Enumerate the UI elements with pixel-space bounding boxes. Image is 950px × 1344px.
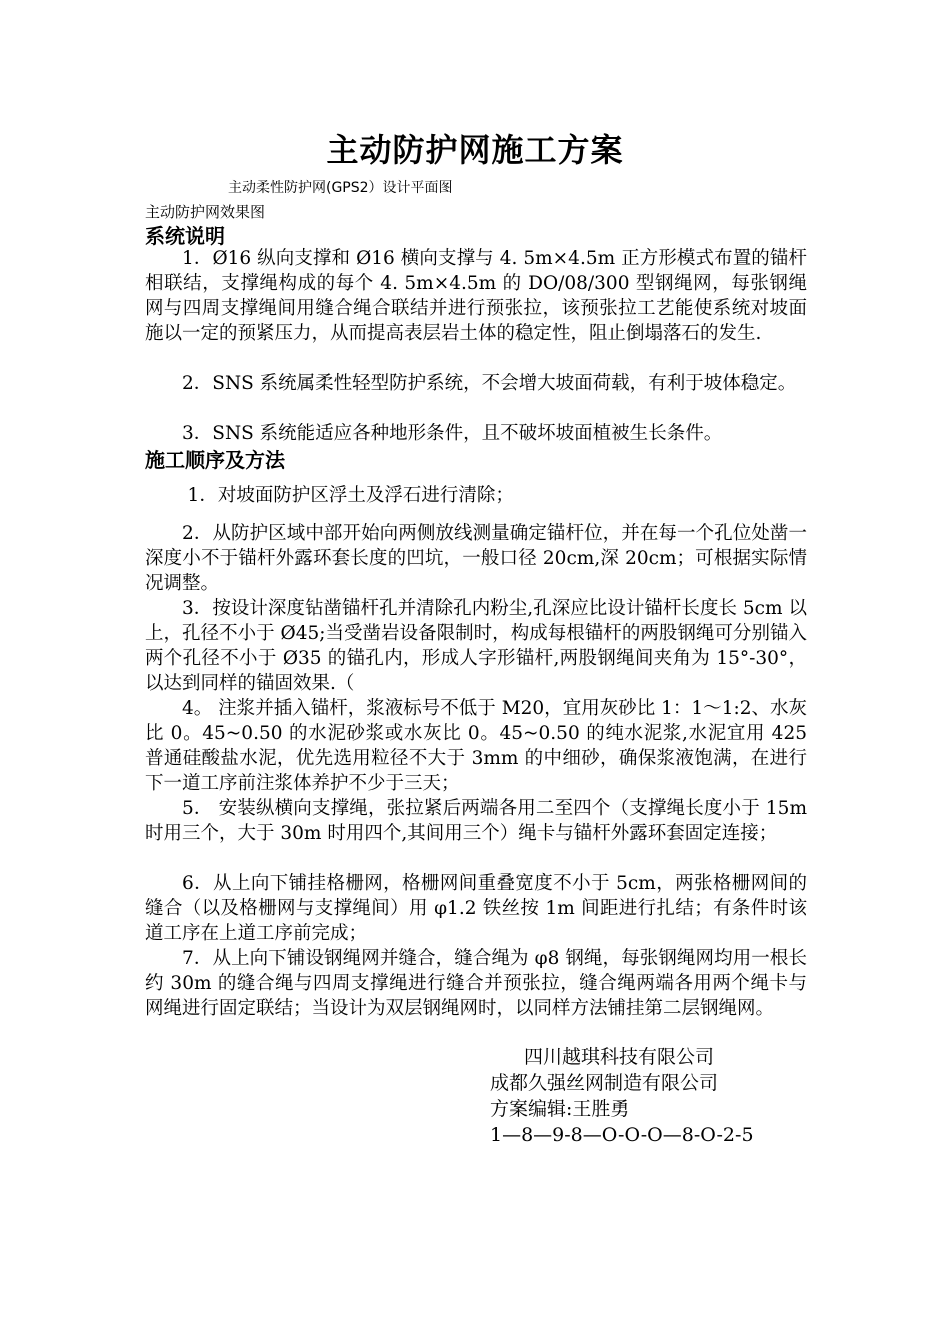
signature-editor: 方案编辑:王胜勇 (490, 1098, 630, 1120)
construction-step-3: 3．按设计深度钻凿锚杆孔并清除孔内粉尘,孔深应比设计锚杆长度长 5cm 以上，孔径不小于 Ø45;当受凿岩设备限制时，构成每根锚杆的两股钢绳可分别锚入两个孔径不小于 Ø35 的锚孔内，形成人字形锚杆,两股钢绳间夹角为 15°-30°，以达到同样的锚固效果.（ (145, 598, 807, 694)
figure-caption-effect: 主动防护网效果图 (145, 203, 266, 221)
system-paragraph-2: 2．SNS 系统属柔性轻型防护系统，不会增大坡面荷载，有利于坡体稳定。 (182, 373, 797, 394)
figure-caption-plan: 主动柔性防护网(GPS2）设计平面图 (228, 180, 453, 196)
signature-company-1: 四川越琪科技有限公司 (524, 1046, 715, 1068)
construction-step-7: 7．从上向下铺设钢绳网并缝合，缝合绳为 φ8 钢绳，每张钢绳网均用一根长约 30m 的缝合绳与四周支撑绳进行缝合并预张拉，缝合绳两端各用两个绳卡与网绳进行固定联结；当设计为双层钢绳网时，以同样方法铺挂第二层钢绳网。 (145, 948, 807, 1019)
signature-phone: 1—8—9-8—O-O-O—8-O-2-5 (490, 1124, 754, 1146)
construction-step-4: 4。 注浆并插入锚杆，浆液标号不低于 M20，宜用灰砂比 1：1～1:2、水灰比 0。45~0.50 的水泥砂浆或水灰比 0。45~0.50 的纯水泥浆,水泥宜用 425 普通硅酸盐水泥，优先选用粒径不大于 3mm 的中细砂，确保浆液饱满，在进行下一道工序前注浆体养护不少于三天； (145, 698, 807, 794)
construction-step-2: 2．从防护区域中部开始向两侧放线测量确定锚杆位，并在每一个孔位处凿一深度小不于锚杆外露环套长度的凹坑，一般口径 20cm,深 20cm；可根据实际情况调整。 (145, 523, 807, 594)
section-heading-system: 系统说明 (145, 224, 225, 248)
construction-step-5: 5． 安装纵横向支撑绳，张拉紧后两端各用二至四个（支撑绳长度小于 15m 时用三个，大于 30m 时用四个,其间用三个）绳卡与锚杆外露环套固定连接； (145, 798, 807, 844)
system-paragraph-3: 3．SNS 系统能适应各种地形条件，且不破坏坡面植被生长条件。 (182, 423, 723, 444)
document-title: 主动防护网施工方案 (326, 131, 624, 169)
construction-step-1: 1．对坡面防护区浮土及浮石进行清除； (187, 485, 514, 506)
section-heading-construction: 施工顺序及方法 (145, 448, 285, 472)
signature-company-2: 成都久强丝网制造有限公司 (490, 1072, 719, 1094)
system-paragraph-1: 1．Ø16 纵向支撑和 Ø16 横向支撑与 4. 5m×4.5m 正方形模式布置的锚杆相联结，支撑绳构成的每个 4. 5m×4.5m 的 DO/08/300 型钢绳网，每张钢绳网与四周支撑绳间用缝合绳合联结并进行预张拉，该预张拉工艺能使系统对坡面施以一定的预紧压力，从而提高表层岩土体的稳定性，阻止倒塌落石的发生. (145, 248, 807, 344)
construction-step-6: 6．从上向下铺挂格栅网，格栅网间重叠宽度不小于 5cm，两张格栅网间的缝合（以及格栅网与支撑绳间）用 φ1.2 铁丝按 1m 间距进行扎结；有条件时该道工序在上道工序前完成； (145, 873, 807, 944)
